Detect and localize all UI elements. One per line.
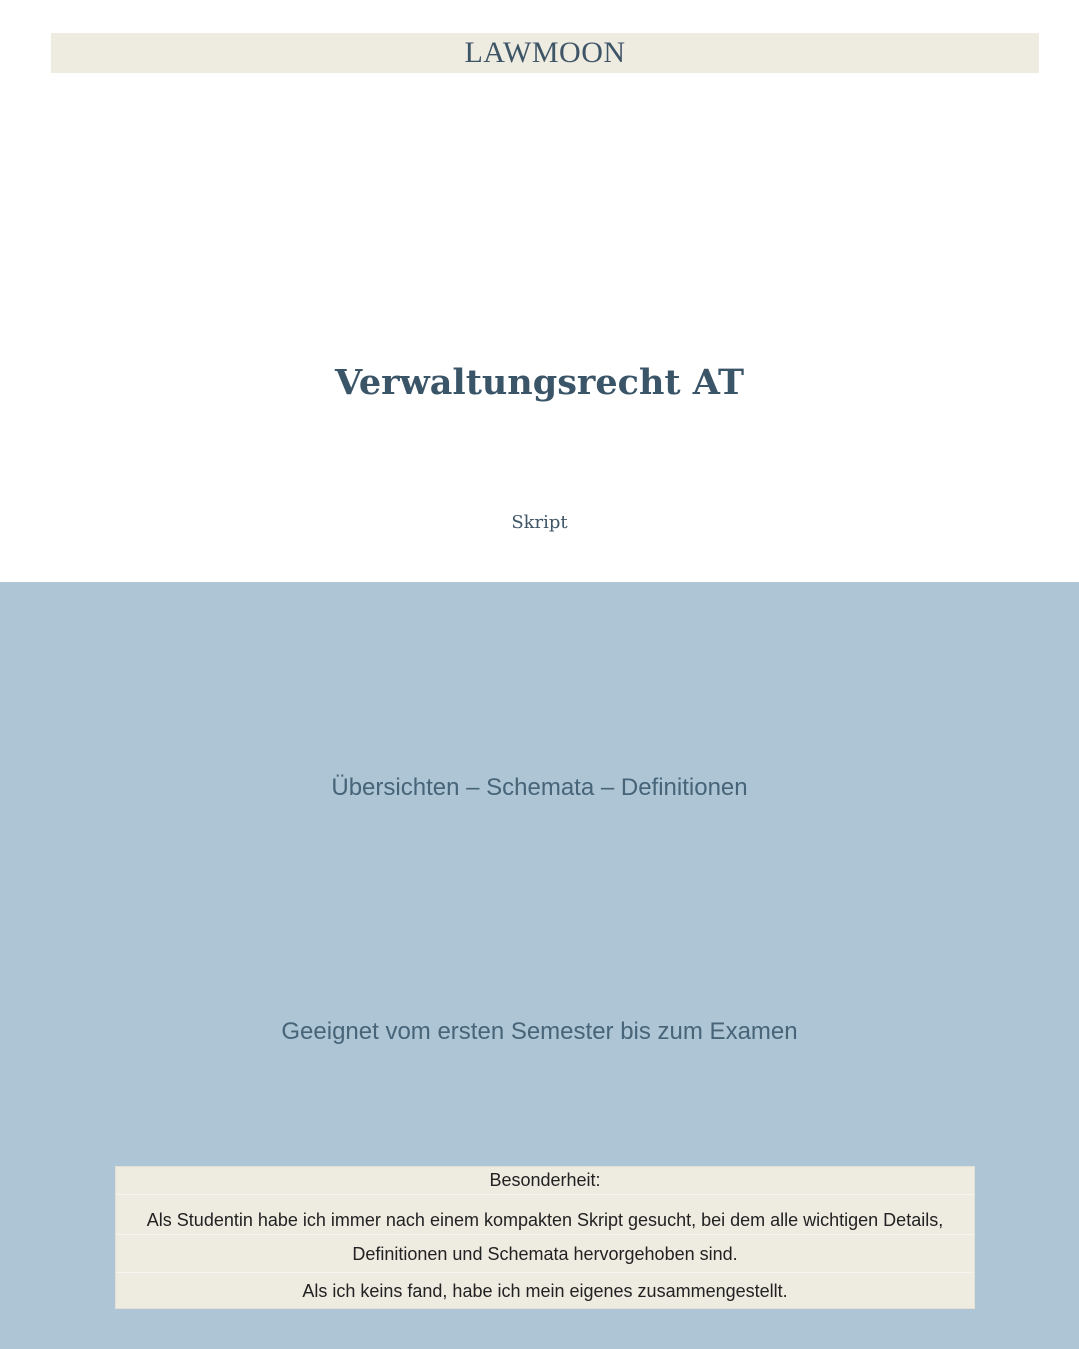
note-box: [115, 1166, 975, 1309]
note-heading: Besonderheit:: [116, 1167, 974, 1195]
page-subtitle: Skript: [511, 512, 568, 533]
page-title: Verwaltungsrecht AT: [334, 362, 745, 403]
brand-header: [51, 33, 1039, 73]
note-line: Definitionen und Schemata hervorgehoben sind.: [116, 1235, 974, 1273]
note-line: Als ich keins fand, habe ich mein eigenes zusammengestellt.: [302, 1281, 788, 1301]
blue-info-section: [0, 582, 1079, 1349]
tagline-contents: Übersichten – Schemata – Definitionen: [331, 774, 748, 801]
brand-logo-text: LAWMOON: [464, 36, 626, 69]
note-line: Als Studentin habe ich immer nach einem kompakten Skript gesucht, bei dem alle wichtigen Details,: [116, 1195, 974, 1235]
tagline-audience: Geeignet vom ersten Semester bis zum Examen: [281, 1018, 798, 1045]
